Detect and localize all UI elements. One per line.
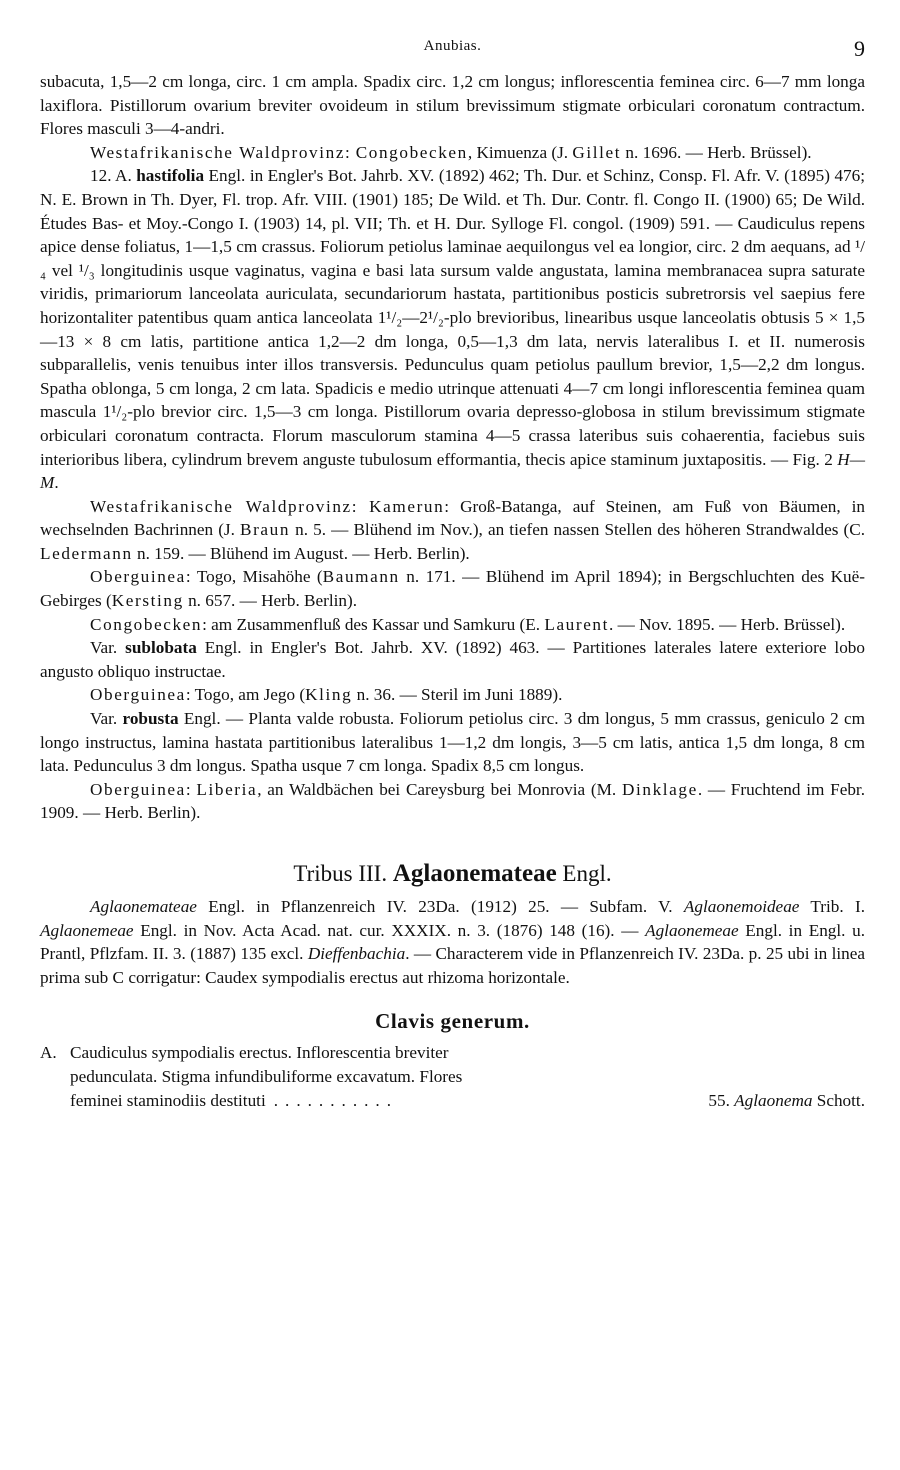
paragraph: [40, 613, 865, 637]
text-run: :: [185, 779, 197, 799]
text-run: . — Characterem vide in Pflanzenreich IV. 23Da. p. 25 ubi in linea prima sub C corrigatur: Caudex sympodialis erectus aut rhizoma horizontale.: [40, 944, 865, 987]
text-run: : Togo, Misahöhe (: [185, 567, 323, 587]
paragraph: [40, 70, 865, 141]
tribus-author: Engl.: [562, 861, 612, 886]
spaced-name: Kersting: [111, 591, 184, 611]
paragraph: [40, 141, 865, 165]
spaced-name: Dinklage: [622, 779, 698, 799]
text-run: : am Zusammenfluß des Kassar und Samkuru (E.: [202, 614, 545, 634]
spaced-name: Westafrikanische Waldprovinz:: [90, 496, 359, 516]
paragraph: [40, 683, 865, 707]
text-run: Engl. in Engler's Bot. Jahrb. XV. (1892) 463. — Partitiones laterales latere exteriore lobo angusto obliquo instructae.: [40, 638, 865, 681]
text-run: 12. A.: [90, 166, 137, 186]
spaced-name: Ledermann: [40, 543, 133, 563]
paragraph: [40, 895, 865, 989]
paragraph: [40, 778, 865, 825]
text-run: subacuta, 1,5—2 cm longa, circ. 1 cm ampla. Spadix circ. 1,2 cm longus; inflorescentia feminea circ. 6—7 mm longa laxiflora. Pistillorum ovarium breviter ovoideum in stilum brevissimum stigmate orbiculari coronatum contractum. Flores masculi 3—4-andri.: [40, 72, 865, 139]
tribus-name: Aglaonemateae: [392, 860, 557, 887]
text-run: : Togo, am Jego (: [185, 685, 306, 705]
spaced-name: Laurent: [544, 614, 610, 634]
key-letter: A.: [40, 1043, 57, 1063]
paragraph: [40, 495, 865, 566]
paragraph: [40, 164, 865, 494]
clavis-title: Clavis generum.: [375, 1009, 530, 1034]
spaced-name: Oberguinea: [90, 779, 186, 799]
italic-text: Aglaonemeae: [645, 920, 739, 940]
text-run: , Kimuenza (J.: [467, 142, 573, 162]
spaced-name: Liberia: [196, 779, 258, 799]
taxon-epithet: sublobata: [125, 638, 197, 658]
spaced-name: Westafrikanische Waldprovinz:: [90, 142, 352, 162]
key-line: Caudiculus sympodialis erectus. Inflorescentia breviter: [70, 1043, 449, 1063]
text-run: Engl. in Engl. u. Prantl, Pflzfam. II. 3. (1887) 135 excl.: [40, 920, 866, 964]
text-run: n. 5. — Blühend im Nov.), an tiefen nassen Stellen des höheren Strandwaldes (C.: [290, 520, 865, 540]
tribus-description: [40, 895, 865, 989]
paragraph: [40, 636, 865, 683]
genus-number: 55.: [708, 1090, 730, 1110]
genus-name: Aglaonema: [734, 1090, 813, 1110]
text-run: . — Fruchtend im Febr. 1909. — Herb. Berlin).: [40, 779, 865, 823]
species-text: [40, 70, 865, 825]
text-run: Engl. — Planta valde robusta. Foliorum petiolus circ. 3 dm longus, 5 mm crassus, geniculo 2 cm longo instructus, lamina hastata partitionibus lateralibus 1—1,2 dm longis, 3—5 cm latis, antica 1,5 dm longa, 8 cm lata. Pedunculus 3 dm longus. Spatha usque 7 cm longa. Spadix 8,5 cm longus.: [40, 709, 865, 776]
italic-text: Aglaonemoideae: [683, 897, 800, 916]
document-page: [40, 30, 865, 1112]
text-run: n. 36. — Steril im Juni 1889).: [352, 685, 563, 705]
key-text: feminei staminodiis destituti: [70, 1090, 266, 1110]
text-run: Engl. in Pflanzenreich IV. 23Da. (1912) 25. — Subfam. V.: [196, 897, 684, 916]
spaced-name: Kamerun: [369, 496, 445, 516]
key-entry: [40, 1041, 865, 1112]
spaced-name: Gillet: [572, 142, 622, 162]
italic-text: H—M: [40, 449, 865, 493]
text-run: n. 657. — Herb. Berlin).: [183, 591, 358, 611]
page-header: [40, 30, 865, 70]
paragraph: [40, 565, 865, 612]
running-title: Anubias.: [423, 38, 482, 54]
text-run: : Groß-Batanga, auf Steinen, am Fuß von Bäumen, in wechselnden Bachrinnen (J.: [40, 496, 865, 540]
dot-leaders: ...........: [273, 1090, 398, 1110]
italic-text: Aglaonemateae: [90, 897, 197, 916]
tribus-heading: [40, 859, 865, 889]
spaced-name: Oberguinea: [90, 567, 186, 587]
page-number: 9: [854, 36, 865, 61]
spaced-name: Kling: [305, 685, 353, 705]
text-run: n. 159. — Blühend im August. — Herb. Berlin).: [132, 543, 470, 563]
text-run: Var.: [90, 638, 126, 658]
text-run: Var.: [90, 709, 123, 729]
spaced-name: Baumann: [322, 567, 400, 587]
text-run: .: [54, 473, 59, 493]
text-run: n. 171. — Blühend im April 1894); in Bergschluchten des Kuë-Gebirges (: [40, 567, 865, 611]
key-line: pedunculata. Stigma infundibuliforme excavatum. Flores: [70, 1066, 463, 1086]
italic-text: Dieffenbachia: [307, 944, 406, 964]
page-body: [40, 70, 865, 1112]
spaced-name: Congobecken: [355, 142, 468, 162]
paragraph: [40, 707, 865, 778]
text-run: , an Waldbächen bei Careysburg bei Monrovia (M.: [257, 779, 622, 799]
text-run: [358, 497, 369, 516]
spaced-name: Oberguinea: [90, 685, 186, 705]
text-run: Engl. in Engler's Bot. Jahrb. XV. (1892) 462; Th. Dur. et Schinz, Consp. Fl. Afr. V. (1895) 476; N. E. Brown in Th. Dyer, Fl. trop. Afr. VIII. (1901) 185; De Wild. et Th. Dur. Contr. fl. Congo II. (1900) 65; De Wild. Études Bas- et Moy.-Congo I. (1903) 14, pl. VII; Th. et H. Dur. Sylloge Fl. congol. (1909) 591. — Caudiculus repens apice dense foliatus, 1—1,5 cm crassus. Foliorum petiolus laminae aequilongus vel ea longior, circ. 2 dm aequans, ad ¹/₄ vel ¹/₃ longitudinis usque vaginatus, vagina e basi lata sursum valde angustata, lamina membranacea supra saturate viridis, primariorum lanceolata auriculata, secundariorum hastata, partitionibus posticis subretrorsis vel saepius fere horizontaliter patentibus quam antica lanceolata 1¹/₂—2¹/₂-plo brevioribus, linearibus usque lanceolatis obtusis 5 × 1,5—13 × 8 cm latis, partitione antica 1,2—2 dm longa, 0,5—1,3 dm lata, nervis lateralibus I. et II. numerosis subparallelis, venis tenuibus inter illos transversis. Pedunculus quam petiolus paullum brevior, 1,5—2,2 dm longus. Spatha oblonga, 5 cm longa, 2 cm lata. Spadicis e medio utrinque attenuati 4—7 cm longi inflorescentia feminea quam mascula 1¹/₂-plo brevior circ. 1,5—3 cm longa. Pistillorum ovaria depresso-globosa in stilum brevissimum stigmate orbiculari coronatum contracta. Florum masculorum stamina 4—5 crassa lateribus suis cohaerentia, faciebus suis interioribus libera, cylindrum brevem anguste tubulosum efformantia, thecis apice staminum juxtapositis. — Fig. 2: [40, 166, 866, 469]
taxon-epithet: hastifolia: [136, 166, 205, 186]
spaced-name: Congobecken: [90, 614, 203, 634]
spaced-name: Braun: [240, 520, 291, 540]
text-run: Trib. I.: [799, 897, 865, 916]
key-line-final: [70, 1089, 865, 1113]
text-run: n. 1696. — Herb. Brüssel).: [621, 142, 812, 162]
taxon-epithet: robusta: [122, 709, 179, 729]
italic-text: Aglaonemeae: [40, 920, 134, 940]
genus-author: Schott.: [816, 1090, 865, 1110]
text-run: Engl. in Nov. Acta Acad. nat. cur. XXXIX. n. 3. (1876) 148 (16). —: [133, 920, 646, 940]
text-run: . — Nov. 1895. — Herb. Brüssel).: [609, 614, 846, 634]
tribus-prefix: Tribus III.: [293, 861, 388, 886]
